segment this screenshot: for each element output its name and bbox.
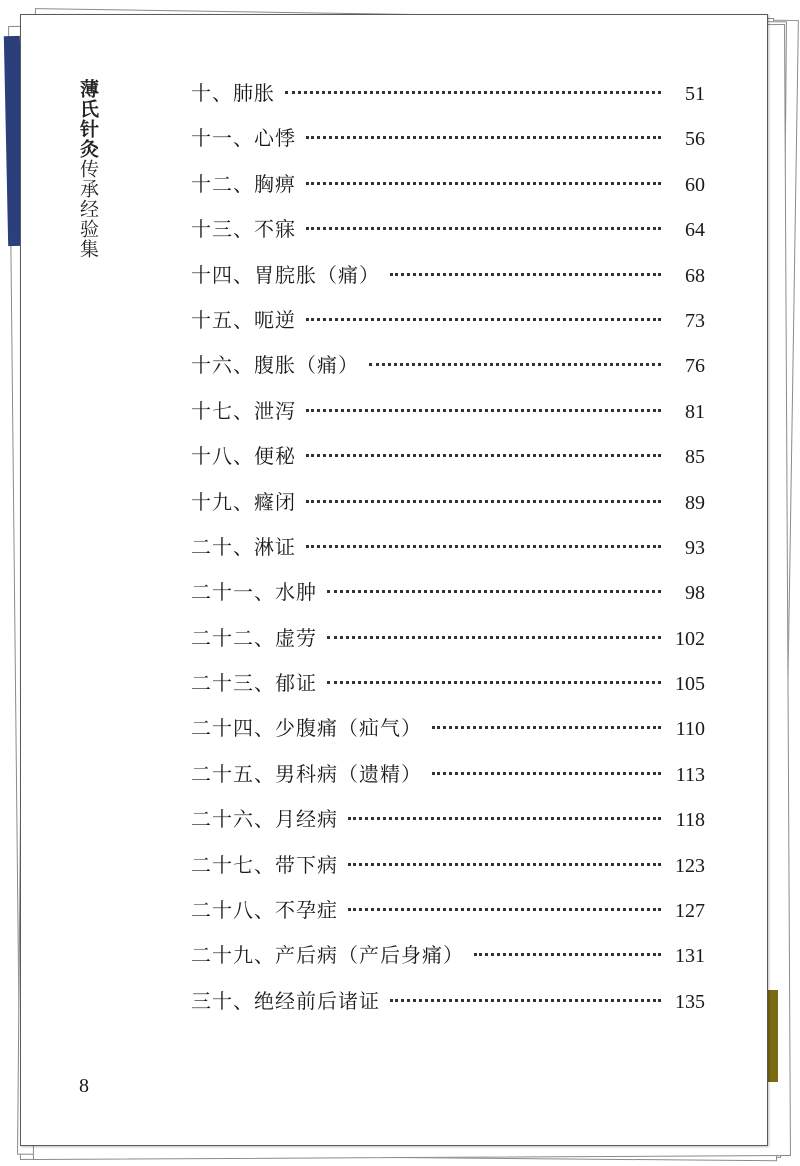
dot-leader (432, 772, 661, 775)
toc-entry-title: 二十九、产后病（产后身痛） (191, 943, 464, 968)
toc-entry-page: 85 (685, 446, 705, 469)
dot-leader (327, 636, 661, 639)
toc-entry-title: 十、肺胀 (191, 81, 275, 105)
toc-entry-page: 135 (675, 990, 705, 1013)
toc-entry-title: 十二、胸痹 (191, 171, 296, 196)
dot-leader (306, 136, 661, 139)
dot-leader (306, 454, 661, 457)
page-number: 8 (79, 1075, 89, 1097)
toc-entry-page: 105 (675, 673, 705, 696)
toc-entry[interactable] (191, 849, 705, 894)
toc-entry[interactable] (191, 758, 705, 803)
toc-entry[interactable] (191, 440, 705, 485)
toc-entry[interactable] (191, 304, 705, 349)
dot-leader (348, 863, 661, 866)
dot-leader (348, 817, 661, 820)
toc-entry-page: 73 (685, 309, 705, 332)
toc-entry[interactable] (191, 894, 705, 939)
toc-entry[interactable] (191, 939, 705, 984)
toc-entry-page: 102 (675, 627, 705, 650)
dot-leader (327, 681, 661, 684)
toc-entry-page: 123 (675, 854, 705, 877)
toc-entry[interactable] (191, 531, 705, 576)
toc-entry-page: 110 (675, 718, 705, 741)
toc-entry-title: 十八、便秘 (191, 444, 296, 469)
toc-entry-page: 64 (685, 219, 705, 242)
dot-leader (390, 273, 661, 276)
toc-entry[interactable] (191, 576, 705, 621)
toc-entry-page: 98 (685, 582, 705, 605)
toc-entry[interactable] (191, 259, 705, 304)
toc-entry-title: 十七、泄泻 (191, 398, 296, 423)
toc-entry-title: 十一、心悸 (191, 126, 296, 151)
dot-leader (306, 500, 661, 503)
running-head-regular: 传承经验集 (77, 159, 99, 259)
toc-entry-page: 68 (685, 264, 705, 287)
toc-entry[interactable] (191, 486, 705, 531)
dot-leader (306, 545, 661, 548)
toc-entry-page: 60 (685, 173, 705, 196)
toc-entry-title: 二十一、水肿 (191, 580, 317, 605)
toc-entry-title: 二十四、少腹痛（疝气） (191, 716, 422, 741)
toc-entry[interactable] (191, 77, 705, 122)
toc-entry-title: 十三、不寐 (191, 217, 296, 242)
table-of-contents (191, 77, 705, 1030)
toc-entry-page: 51 (685, 83, 705, 105)
toc-entry-title: 二十三、郁证 (191, 671, 317, 696)
running-head (77, 79, 99, 259)
toc-entry-title: 二十七、带下病 (191, 852, 338, 877)
toc-entry-title: 二十、淋证 (191, 534, 296, 559)
toc-entry-title: 二十八、不孕症 (191, 898, 338, 923)
toc-entry-page: 76 (685, 355, 705, 378)
toc-entry[interactable] (191, 122, 705, 167)
toc-entry-title: 十六、腹胀（痛） (191, 353, 359, 378)
dot-leader (390, 999, 661, 1002)
dot-leader (306, 182, 661, 185)
toc-entry[interactable] (191, 985, 705, 1030)
dot-leader (306, 227, 661, 230)
toc-entry[interactable] (191, 712, 705, 757)
toc-entry-title: 三十、绝经前后诸证 (191, 988, 380, 1013)
dot-leader (348, 908, 661, 911)
toc-entry-page: 56 (685, 128, 705, 151)
toc-entry-title: 二十二、虚劳 (191, 625, 317, 650)
toc-entry[interactable] (191, 803, 705, 848)
toc-entry-page: 113 (675, 763, 705, 786)
toc-entry[interactable] (191, 213, 705, 258)
dot-leader (432, 726, 661, 729)
toc-entry[interactable] (191, 168, 705, 213)
toc-entry[interactable] (191, 622, 705, 667)
toc-entry-page: 89 (685, 491, 705, 514)
dot-leader (369, 363, 661, 366)
toc-entry-title: 二十六、月经病 (191, 807, 338, 832)
dot-leader (306, 409, 661, 412)
toc-entry-title: 十九、癃闭 (191, 489, 296, 514)
toc-entry[interactable] (191, 667, 705, 712)
book-page (20, 14, 768, 1146)
toc-entry-title: 十四、胃脘胀（痛） (191, 262, 380, 287)
toc-entry-title: 十五、呃逆 (191, 307, 296, 332)
toc-entry-page: 81 (685, 400, 705, 423)
running-head-bold: 薄氏针灸 (77, 79, 99, 159)
toc-entry-page: 131 (675, 945, 705, 968)
dot-leader (327, 590, 661, 593)
toc-entry-title: 二十五、男科病（遗精） (191, 761, 422, 786)
toc-entry-page: 127 (675, 900, 705, 923)
toc-entry[interactable] (191, 349, 705, 394)
toc-entry-page: 118 (675, 809, 705, 832)
dot-leader (474, 953, 661, 956)
toc-entry-page: 93 (685, 536, 705, 559)
toc-entry[interactable] (191, 395, 705, 440)
dot-leader (306, 318, 661, 321)
dot-leader (285, 91, 661, 94)
